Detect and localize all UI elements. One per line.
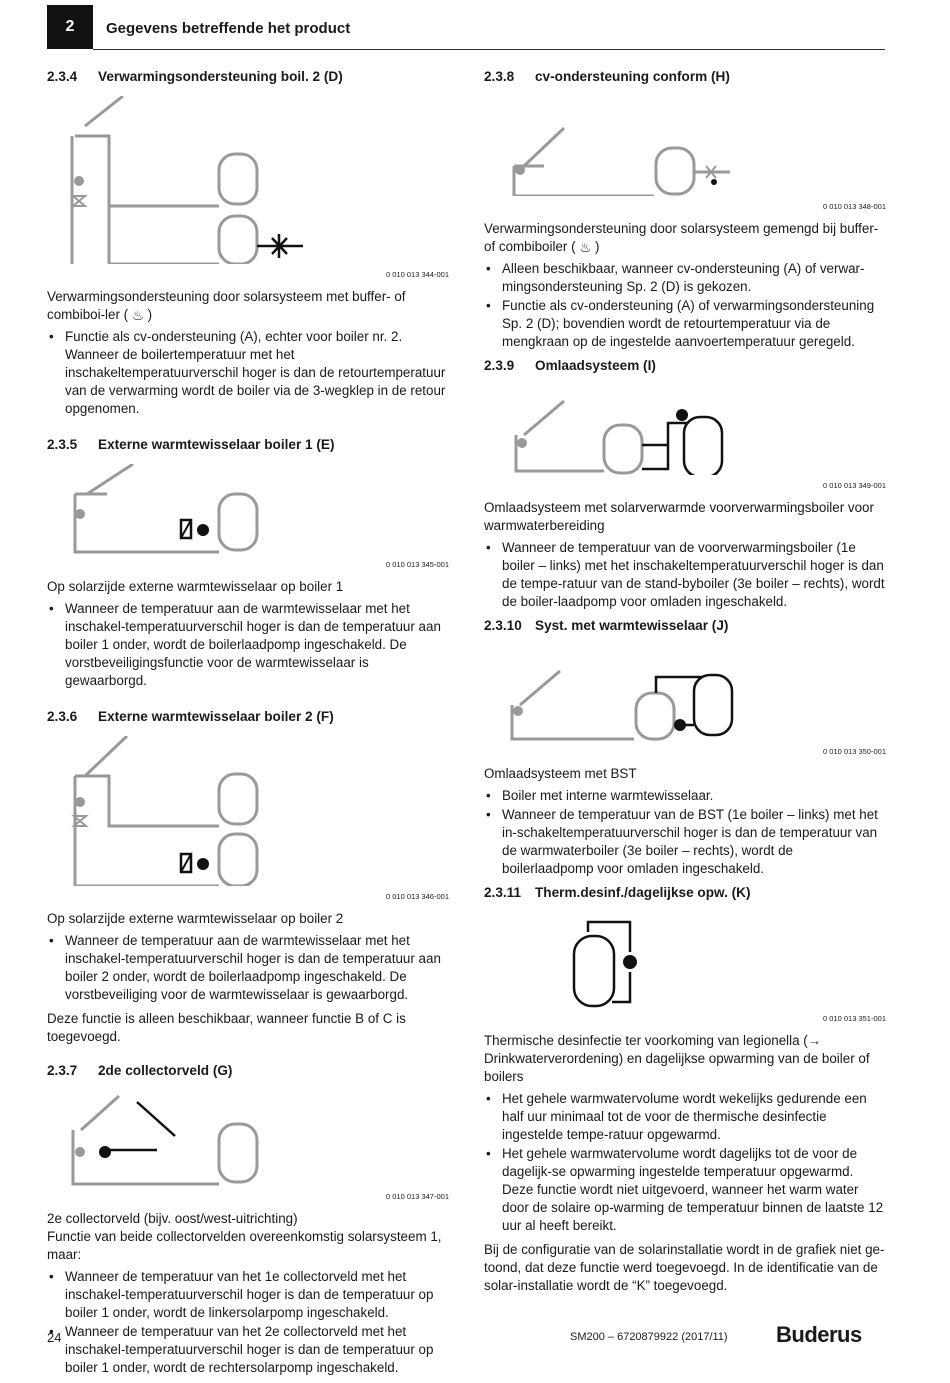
- list-item: • Alleen beschikbaar, wanneer cv-ondersteuning (A) of verwar-mingsondersteuning Sp. 2 (D) is gekozen.: [484, 260, 886, 296]
- heading-2-3-6: 2.3.6 Externe warmtewisselaar boiler 2 (F): [47, 709, 334, 724]
- radiator-icon: ♨: [131, 308, 144, 323]
- bullet-list: [47, 932, 449, 1004]
- figure-code: 0 010 013 346-001: [386, 892, 449, 901]
- diagram-d: [47, 96, 449, 264]
- brand-logo: Buderus: [776, 1322, 862, 1347]
- intro-text: Verwarmingsondersteuning door solarsysteem met buffer- of combiboi-ler ( ♨ ): [47, 289, 406, 323]
- bullet-list: [47, 328, 449, 418]
- diagram-i: [484, 385, 886, 475]
- diagram-h: [484, 96, 886, 196]
- list-item: • Wanneer de temperatuur van de voorverwarmingsboiler (1e boiler – links) met het inschakeltemperatuurverschil hoger is dan de tempe-ratuur van de stand-byboiler (3e boiler – rechts), wordt de boiler-laadpomp voor omladen ingeschakeld.: [484, 539, 886, 611]
- list-item: • Wanneer de temperatuur van de BST (1e boiler – links) met het in-schakeltemperatuurverschil hoger is dan de temperatuur van de warmwaterboiler (3e boiler – rechts), wordt de boilerlaadpomp voor omladen ingeschakeld.: [484, 806, 886, 878]
- list-item: • Wanneer de temperatuur aan de warmtewisselaar met het inschakel-temperatuurverschil hoger is dan de temperatuur aan boiler 1 onder, wordt de boilerlaadpomp ingeschakeld. De vorstbeveiligingsfunctie voor de warmtewisselaar is gewaarborgd.: [47, 600, 449, 690]
- chapter-number: 2: [47, 5, 93, 49]
- note-text: Deze functie is alleen beschikbaar, wanneer functie B of C is toegevoegd.: [47, 1011, 406, 1044]
- figure-code: 0 010 013 349-001: [823, 481, 886, 490]
- intro-text: Omlaadsysteem met BST: [484, 766, 637, 781]
- intro-text: Verwarmingsondersteuning door solarsysteem gemengd bij buffer- of combiboiler ( ♨ ): [484, 221, 879, 255]
- bullet-list: [484, 539, 886, 611]
- diagram-k: [484, 912, 886, 1008]
- list-item: • Functie als cv-ondersteuning (A) of verwarmingsondersteuning Sp. 2 (D); bovendien wordt de retourtemperatuur via de mengkraan op de ingestelde aanvoertemperatuur geregeld.: [484, 297, 886, 351]
- list-item: • Wanneer de temperatuur van het 1e collectorveld met het inschakel-temperatuurverschil hoger is dan de temperatuur op boiler 1 onder, wordt de linkersolarpomp ingeschakeld.: [47, 1268, 449, 1322]
- heading-2-3-9: 2.3.9 Omlaadsysteem (I): [484, 358, 656, 373]
- left-column: [47, 68, 449, 1383]
- figure-code: 0 010 013 345-001: [386, 560, 449, 569]
- heading-2-3-5: 2.3.5 Externe warmtewisselaar boiler 1 (E): [47, 437, 335, 452]
- bullet-list: [484, 260, 886, 351]
- bullet-list: [484, 1090, 886, 1235]
- bullet-list: [484, 787, 886, 878]
- figure-code: 0 010 013 350-001: [823, 747, 886, 756]
- list-item: • Het gehele warmwatervolume wordt wekelijks gedurende een half uur minimaal tot de voor de thermische desinfectie ingestelde tempe-ratuur opgewarmd.: [484, 1090, 886, 1144]
- heading-2-3-4: 2.3.4 Verwarmingsondersteuning boil. 2 (D): [47, 69, 343, 84]
- intro-text: Op solarzijde externe warmtewisselaar op boiler 1: [47, 579, 344, 594]
- heading-2-3-7: 2.3.7 2de collectorveld (G): [47, 1063, 233, 1078]
- page-number: 24: [47, 1330, 62, 1345]
- figure-code: 0 010 013 351-001: [823, 1014, 886, 1023]
- figure-code: 0 010 013 344-001: [386, 270, 449, 279]
- bullet-list: [47, 600, 449, 690]
- list-item: • Wanneer de temperatuur aan de warmtewisselaar met het inschakel-temperatuurverschil hoger is dan de temperatuur aan boiler 2 onder, wordt de boilerlaadpomp ingeschakeld. De vorstbeveiliging voor de warmtewisselaar is gewaarborgd.: [47, 932, 449, 1004]
- intro-text: Op solarzijde externe warmtewisselaar op boiler 2: [47, 911, 344, 926]
- bullet-list: [47, 1268, 449, 1377]
- figure-code: 0 010 013 347-001: [386, 1192, 449, 1201]
- heading-2-3-8: 2.3.8 cv-ondersteuning conform (H): [484, 69, 730, 84]
- diagram-f: [47, 736, 449, 886]
- list-item: • Functie als cv-ondersteuning (A), echter voor boiler nr. 2. Wanneer de boilertemperatuur met het inschakeltemperatuurverschil hoger is dan de retourtemperatuur van de verwarming wordt de boiler via de 3-wegklep in de retour opgenomen.: [47, 328, 449, 418]
- heading-2-3-10: 2.3.10 Syst. met warmtewisselaar (J): [484, 618, 729, 633]
- document-id: SM200 – 6720879922 (2017/11): [570, 1331, 728, 1343]
- intro-text-2: Functie van beide collectorvelden overeenkomstig solarsysteem 1, maar:: [47, 1229, 442, 1262]
- page-title: Gegevens betreffende het product: [106, 20, 351, 37]
- list-item: • Wanneer de temperatuur van het 2e collectorveld met het inschakel-temperatuurverschil hoger is dan de temperatuur op boiler 1 onder, wordt de rechtersolarpomp ingeschakeld.: [47, 1323, 449, 1377]
- diagram-j: [484, 645, 886, 741]
- radiator-icon: ♨: [579, 240, 592, 255]
- diagram-e: [47, 464, 449, 554]
- heading-2-3-11: 2.3.11 Therm.desinf./dagelijkse opw. (K): [484, 885, 751, 900]
- right-column: [484, 68, 886, 1299]
- intro-text: Omlaadsysteem met solarverwarmde voorverwarmingsboiler voor warmwaterbereiding: [484, 500, 874, 533]
- intro-text: Thermische desinfectie ter voorkoming van legionella (→ Drinkwaterverordening) en dagelijkse opwarming van de boiler of boilers: [484, 1033, 870, 1084]
- intro-text: 2e collectorveld (bijv. oost/west-uitrichting): [47, 1211, 298, 1226]
- list-item: • Boiler met interne warmtewisselaar.: [484, 787, 886, 805]
- note-text: Bij de configuratie van de solarinstallatie wordt in de grafiek niet ge-toond, dat deze functie werd toegevoegd. In de identificatie van de solar-installatie wordt de “K” toegevoegd.: [484, 1242, 885, 1293]
- header-rule: [93, 49, 885, 50]
- figure-code: 0 010 013 348-001: [823, 202, 886, 211]
- diagram-g: [47, 1090, 449, 1186]
- list-item: • Het gehele warmwatervolume wordt dagelijks tot de voor de dagelijk-se opwarming ingestelde temperatuur opgewarmd. Deze functie wordt niet uitgevoerd, wanneer het warm water door de solaire op-warming de temperatuur binnen de laatste 12 uur al heeft bereikt.: [484, 1145, 886, 1235]
